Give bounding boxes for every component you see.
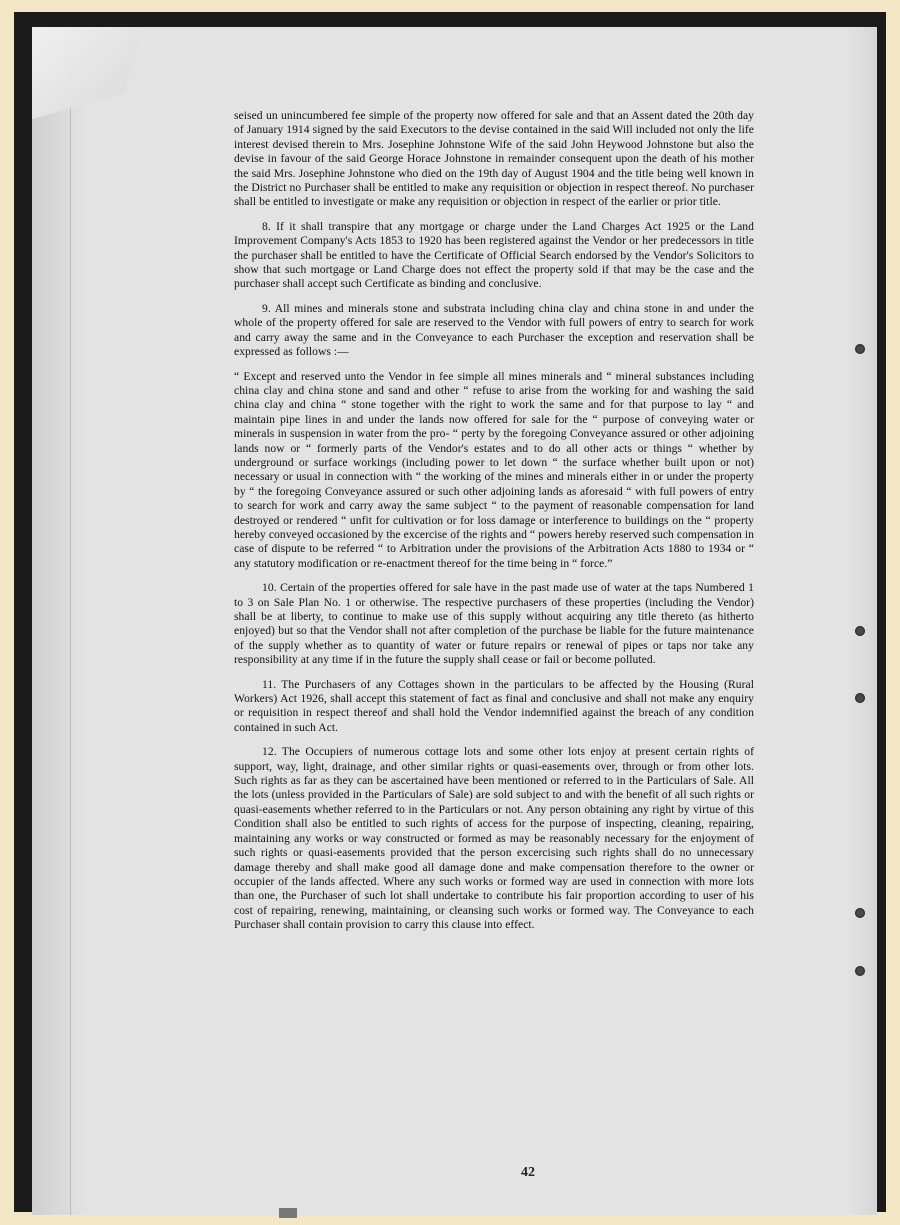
punch-hole-icon [855,693,865,703]
punch-hole-icon [855,344,865,354]
mineral-reservation-quote: “ Except and reserved unto the Vendor in fee simple all mines minerals and “ mineral substances including china clay and china stone and sand and other “ refuse to arise from the working for and washing the said china clay and china “ stone together with the right to work the same and for that purpose to lay “ and maintain pipe lines in and under the lands now offered for sale for the “ purpose of conveying water or minerals in suspension in water from the pro- “ perty by the foregoing Conveyance assured or other adjoining lands now or “ formerly parts of the Vendor's estates and to do all other acts or things “ whether by underground or surface workings (including power to let down “ the surface whether built upon or not) necessary or usual in connection with “ the working of the mines and minerals either in or under the property by “ the foregoing Conveyance assured or such other adjoining lands as aforesaid “ with full powers of entry to search for work and carry away the same subject “ to the payment of reasonable compensation for land destroyed or rendered “ unfit for cultivation or for loss damage or interference to buildings on the “ property hereby conveyed occasioned by the excercise of the rights and “ powers hereby reserved such compensation in case of dispute to be referred “ to Arbitration under the provisions of the Arbitration Acts 1880 to 1934 or “ any statutory modification or re-enactment thereof for the time being in “ force.” [234,369,754,570]
folded-corner [32,27,144,119]
paragraph-12: 12. The Occupiers of numerous cottage lots and some other lots enjoy at present certain rights of support, way, light, drainage, and other similar rights or quasi-easements over, through or from other lots. Such rights as far as they can be ascertained have been mentioned or referred to in the Particulars of Sale. All the lots (unless provided in the Particulars of Sale) are sold subject to and with the benefit of all such rights or quasi-easements whether referred to in the Particulars or not. Any person obtaining any right by virtue of this Condition shall also be entitled to such rights of access for the purpose of inspecting, cleaning, repairing, maintaining any works or way constructed or formed as may be reasonably necessary for the enjoyment of such rights or quasi-easements provided that the person excercising such rights shall do no unnecessary damage thereby and shall make good all damage done and make compensation therefore to the owner or occupier of the lands affected. Where any such works or formed way are used in connection with more lots than one, the Purchaser of such lot shall undertake to contribute his fair proportion according to user of his cost of repairing, renewing, maintaining, or cleansing such works or formed way. The Conveyance to each Purchaser shall contain provision to carry this clause into effect. [234,745,754,932]
document-body [234,109,754,943]
punch-hole-icon [855,626,865,636]
punch-hole-icon [855,966,865,976]
page-number: 42 [521,1165,535,1180]
punch-hole-icon [855,908,865,918]
paragraph-intro: seised un unincumbered fee simple of the property now offered for sale and that an Assent dated the 20th day of January 1914 signed by the said Executors to the devise contained in the said Will included not only the life interest devised therein to Mrs. Josephine Johnstone Wife of the said John Heywood Johnstone but also the devise in favour of the said George Horace Johnstone in remainder consequent upon the death of his mother the said Mrs. Josephine Johnstone who died on the 19th day of August 1904 and the title being well known in the District no Purchaser shall be entitled to make any requisition or objection in respect thereof. No purchaser shall be entitled to investigate or make any requisition or objection in respect of the earlier or prior title. [234,109,754,209]
paragraph-9: 9. All mines and minerals stone and substrata including china clay and china stone in and under the whole of the property offered for sale are reserved to the Vendor with full powers of entry to search for work and carry away the same and in the Conveyance to each Purchaser the exception and reservation shall be expressed as follows :— [234,301,754,359]
binding-tab [279,1208,297,1218]
page-right-shade [847,27,877,1215]
paragraph-10: 10. Certain of the properties offered for sale have in the past made use of water at the taps Numbered 1 to 3 on Sale Plan No. 1 or otherwise. The respective purchasers of these properties (including the Vendor) shall be at liberty, to continue to make use of this supply without acquiring any title thereto (as hitherto enjoyed) but so that the Vendor shall not after completion of the purchase be liable for the future maintenance of the supply whether as to quantity of water or future repairs or renewal of pipes or taps nor take any responsibility at any time if in the future the supply shall cease or fail or become polluted. [234,581,754,667]
paragraph-11: 11. The Purchasers of any Cottages shown in the particulars to be affected by the Housing (Rural Workers) Act 1926, shall accept this statement of fact as final and conclusive and shall not make any enquiry or requisition in respect thereof and shall hold the Vendor indemnified against the breach of any condition contained in such Act. [234,677,754,734]
photo-frame [14,12,886,1212]
page-edge-line [70,27,71,1215]
document-page [32,27,877,1215]
paragraph-8: 8. If it shall transpire that any mortgage or charge under the Land Charges Act 1925 or the Land Improvement Company's Acts 1853 to 1920 has been registered against the Vendor or her predecessors in title the purchaser shall be entitled to have the Certificate of Official Search endorsed by the Vendor's Solicitors to show that such mortgage or Land Charge does not effect the property sold if that may be the case and the purchaser shall accept such Certificate as binding and conclusive. [234,219,754,291]
page-left-shade [32,27,87,1215]
